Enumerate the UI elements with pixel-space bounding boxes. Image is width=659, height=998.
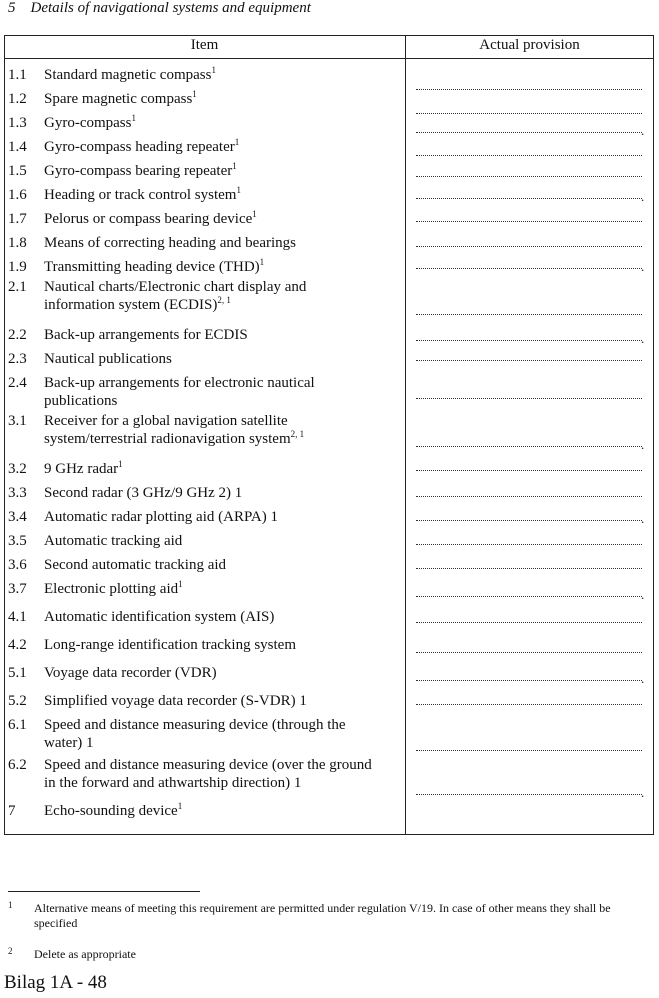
- provision-dotted-line[interactable]: [416, 680, 642, 681]
- row-item-line: Second radar (3 GHz/9 GHz 2) 1: [44, 485, 243, 501]
- row-item-line: Pelorus or compass bearing device$^1$: [44, 209, 257, 227]
- provision-line-period: .: [641, 189, 645, 204]
- row-item-line: Means of correcting heading and bearings: [44, 235, 296, 251]
- provision-line-period: .: [641, 785, 645, 800]
- footnote-rule: [8, 891, 200, 892]
- row-item-text: [44, 114, 136, 132]
- provision-dotted-line[interactable]: [416, 132, 642, 133]
- footnote-mark: 1: [8, 900, 13, 910]
- provision-line-period: .: [641, 123, 645, 138]
- row-number: 6.2: [8, 757, 27, 773]
- provision-dotted-line[interactable]: [416, 198, 642, 199]
- provision-dotted-line[interactable]: [416, 221, 642, 222]
- table-row: [8, 326, 248, 344]
- row-number: 7: [8, 803, 16, 819]
- provision-line-period: .: [641, 331, 645, 346]
- table-row: [8, 350, 172, 368]
- table-row: [8, 636, 296, 654]
- row-item-line: Standard magnetic compass$^1$: [44, 65, 216, 83]
- footnote-ref: 1: [177, 801, 183, 811]
- row-number: 1.7: [8, 211, 27, 227]
- column-divider: [405, 35, 406, 835]
- row-item-text: [44, 210, 257, 228]
- table-row: [8, 278, 306, 314]
- provision-line-period: .: [641, 511, 645, 526]
- row-number: 5.1: [8, 665, 27, 681]
- provision-dotted-line[interactable]: [416, 268, 642, 269]
- row-number: 3.6: [8, 557, 27, 573]
- provision-dotted-line[interactable]: [416, 446, 642, 447]
- table-row: [8, 210, 257, 228]
- row-item-line: publications: [44, 393, 118, 409]
- table-row: [8, 374, 315, 410]
- row-item-text: [44, 508, 278, 526]
- row-number: 3.2: [8, 461, 27, 477]
- row-item-line: system/terrestrial radionavigation system$^{2, 1}$: [44, 429, 305, 447]
- row-item-text: [44, 460, 123, 478]
- provision-dotted-line[interactable]: [416, 704, 642, 705]
- row-item-line: Second automatic tracking aid: [44, 557, 227, 573]
- row-number: 6.1: [8, 717, 27, 733]
- row-item-line: Back-up arrangements for ECDIS: [44, 327, 248, 343]
- footnote-ref: 1: [259, 257, 265, 267]
- row-item-text: [44, 716, 346, 752]
- row-number: 1.3: [8, 115, 27, 131]
- header-rule: [4, 58, 654, 59]
- footnote-ref: 1: [232, 161, 237, 171]
- row-item-text: [44, 326, 248, 344]
- row-number: 1.2: [8, 91, 27, 107]
- column-header-actual-provision: Actual provision: [479, 37, 580, 53]
- table-row: [8, 258, 264, 276]
- provision-line-period: .: [641, 671, 645, 686]
- footnote-ref: 1: [131, 113, 136, 123]
- row-item-line: Heading or track control system$^1$: [44, 185, 241, 203]
- row-item-line: Speed and distance measuring device (through the: [44, 717, 346, 733]
- row-item-text: [44, 636, 296, 654]
- table-row: [8, 664, 217, 682]
- row-number: 4.2: [8, 637, 27, 653]
- footnote-ref: 1: [211, 65, 216, 75]
- footnote-ref: 1: [252, 209, 257, 219]
- section-heading: 5 Details of navigational systems and equipment: [8, 0, 311, 16]
- table-row: [8, 114, 136, 132]
- row-item-text: [44, 608, 274, 626]
- row-item-line: in the forward and athwartship direction) 1: [44, 775, 302, 791]
- footnote-ref: 2, 1: [290, 429, 305, 439]
- provision-dotted-line[interactable]: [416, 520, 642, 521]
- provision-dotted-line[interactable]: [416, 155, 642, 156]
- row-item-line: Transmitting heading device (THD)$^1$: [44, 257, 265, 275]
- table-row: [8, 162, 237, 180]
- row-item-line: Gyro-compass$^1$: [44, 113, 136, 131]
- footnote-ref: 1: [234, 137, 240, 147]
- row-item-line: Echo-sounding device$^1$: [44, 801, 183, 819]
- row-item-line: 9 GHz radar$^1$: [44, 459, 123, 477]
- column-header-item: Item: [190, 37, 219, 53]
- provision-line-period: .: [641, 587, 645, 602]
- provision-dotted-line[interactable]: [416, 314, 642, 315]
- footnote-ref: 2, 1: [217, 295, 231, 305]
- row-item-text: [44, 162, 237, 180]
- row-item-text: [44, 484, 242, 502]
- footnote-ref: 1: [192, 89, 197, 99]
- table-row: [8, 138, 239, 156]
- row-item-text: [44, 374, 315, 410]
- row-item-text: [44, 532, 182, 550]
- row-item-line: water) 1: [44, 735, 94, 751]
- row-number: 1.6: [8, 187, 27, 203]
- footnote-1: [8, 901, 634, 931]
- table-row: [8, 460, 123, 478]
- row-item-text: [44, 186, 241, 204]
- provision-dotted-line[interactable]: [416, 89, 642, 90]
- row-item-line: Nautical charts/Electronic chart display and: [44, 279, 307, 295]
- row-item-line: Spare magnetic compass$^1$: [44, 89, 197, 107]
- footnote-ref: 1: [178, 579, 183, 589]
- provision-line-period: .: [641, 437, 645, 452]
- row-number: 1.4: [8, 139, 27, 155]
- row-item-line: Nautical publications: [44, 351, 172, 367]
- table-row: [8, 66, 216, 84]
- row-item-line: information system (ECDIS)$^{2, 1}$: [44, 295, 231, 313]
- row-item-text: [44, 90, 197, 108]
- provision-dotted-line[interactable]: [416, 470, 642, 471]
- table-row: [8, 234, 296, 252]
- table-row: [8, 90, 197, 108]
- provision-dotted-line[interactable]: [416, 496, 642, 497]
- row-item-line: Speed and distance measuring device (over the ground: [44, 757, 372, 773]
- provision-dotted-line[interactable]: [416, 568, 642, 569]
- provision-dotted-line[interactable]: [416, 113, 642, 114]
- page-footer: Bilag 1A - 48: [4, 972, 107, 993]
- row-number: 1.9: [8, 259, 27, 275]
- provision-dotted-line[interactable]: [416, 246, 642, 247]
- row-item-text: [44, 580, 183, 598]
- provision-dotted-line[interactable]: [416, 340, 642, 341]
- row-item-line: Electronic plotting aid$^1$: [44, 579, 183, 597]
- provision-line-period: .: [641, 259, 645, 274]
- row-number: 2.3: [8, 351, 27, 367]
- table-row: [8, 186, 241, 204]
- row-item-text: [44, 258, 264, 276]
- row-number: 2.4: [8, 375, 27, 391]
- table-row: [8, 412, 304, 448]
- row-number: 3.5: [8, 533, 27, 549]
- row-item-line: Automatic identification system (AIS): [44, 609, 275, 625]
- row-item-line: Automatic tracking aid: [44, 533, 183, 549]
- row-number: 1.1: [8, 67, 27, 83]
- row-number: 3.7: [8, 581, 27, 597]
- row-item-text: [44, 692, 307, 710]
- row-number: 2.2: [8, 327, 27, 343]
- row-item-text: [44, 412, 304, 448]
- row-item-line: Simplified voyage data recorder (S-VDR) 1: [44, 693, 307, 709]
- footnote-2: [8, 947, 634, 962]
- provision-dotted-line[interactable]: [416, 652, 642, 653]
- row-number: 2.1: [8, 279, 27, 295]
- table-row: [8, 580, 183, 598]
- table-row: [8, 508, 278, 526]
- row-item-text: [44, 802, 182, 820]
- row-number: 4.1: [8, 609, 27, 625]
- row-item-line: Gyro-compass heading repeater$^1$: [44, 137, 240, 155]
- row-number: 1.5: [8, 163, 27, 179]
- row-number: 5.2: [8, 693, 27, 709]
- row-item-line: Long-range identification tracking system: [44, 637, 297, 653]
- footnote-ref: 1: [236, 185, 241, 195]
- row-item-text: [44, 66, 216, 84]
- table-row: [8, 802, 182, 820]
- row-number: 3.3: [8, 485, 27, 501]
- provision-dotted-line[interactable]: [416, 750, 642, 751]
- provision-dotted-line[interactable]: [416, 398, 642, 399]
- footnote-text: Delete as appropriate: [34, 947, 136, 961]
- row-item-text: [44, 278, 306, 314]
- row-item-text: [44, 756, 372, 792]
- provision-dotted-line[interactable]: [416, 596, 642, 597]
- footnote-text: Alternative means of meeting this requirement are permitted under regulation V/19. In case of other means they shall be specified: [34, 901, 611, 930]
- row-number: 3.4: [8, 509, 27, 525]
- row-item-text: [44, 556, 226, 574]
- provision-dotted-line[interactable]: [416, 794, 642, 795]
- footnote-mark: 2: [8, 946, 13, 956]
- table-row: [8, 608, 274, 626]
- row-item-line: Receiver for a global navigation satellite: [44, 413, 288, 429]
- table-row: [8, 716, 346, 752]
- row-item-text: [44, 350, 172, 368]
- row-item-text: [44, 138, 239, 156]
- row-item-line: Automatic radar plotting aid (ARPA) 1: [44, 509, 278, 525]
- provision-dotted-line[interactable]: [416, 622, 642, 623]
- provision-dotted-line[interactable]: [416, 360, 642, 361]
- provision-dotted-line[interactable]: [416, 544, 642, 545]
- row-item-text: [44, 664, 217, 682]
- row-item-line: Voyage data recorder (VDR): [44, 665, 217, 681]
- row-number: 1.8: [8, 235, 27, 251]
- provision-dotted-line[interactable]: [416, 176, 642, 177]
- row-item-line: Back-up arrangements for electronic nautical: [44, 375, 315, 391]
- table-row: [8, 556, 226, 574]
- footnote-ref: 1: [118, 459, 123, 469]
- table-row: [8, 692, 307, 710]
- table-row: [8, 532, 182, 550]
- row-item-text: [44, 234, 296, 252]
- table-row: [8, 484, 242, 502]
- row-number: 3.1: [8, 413, 27, 429]
- table-row: [8, 756, 372, 792]
- row-item-line: Gyro-compass bearing repeater$^1$: [44, 161, 237, 179]
